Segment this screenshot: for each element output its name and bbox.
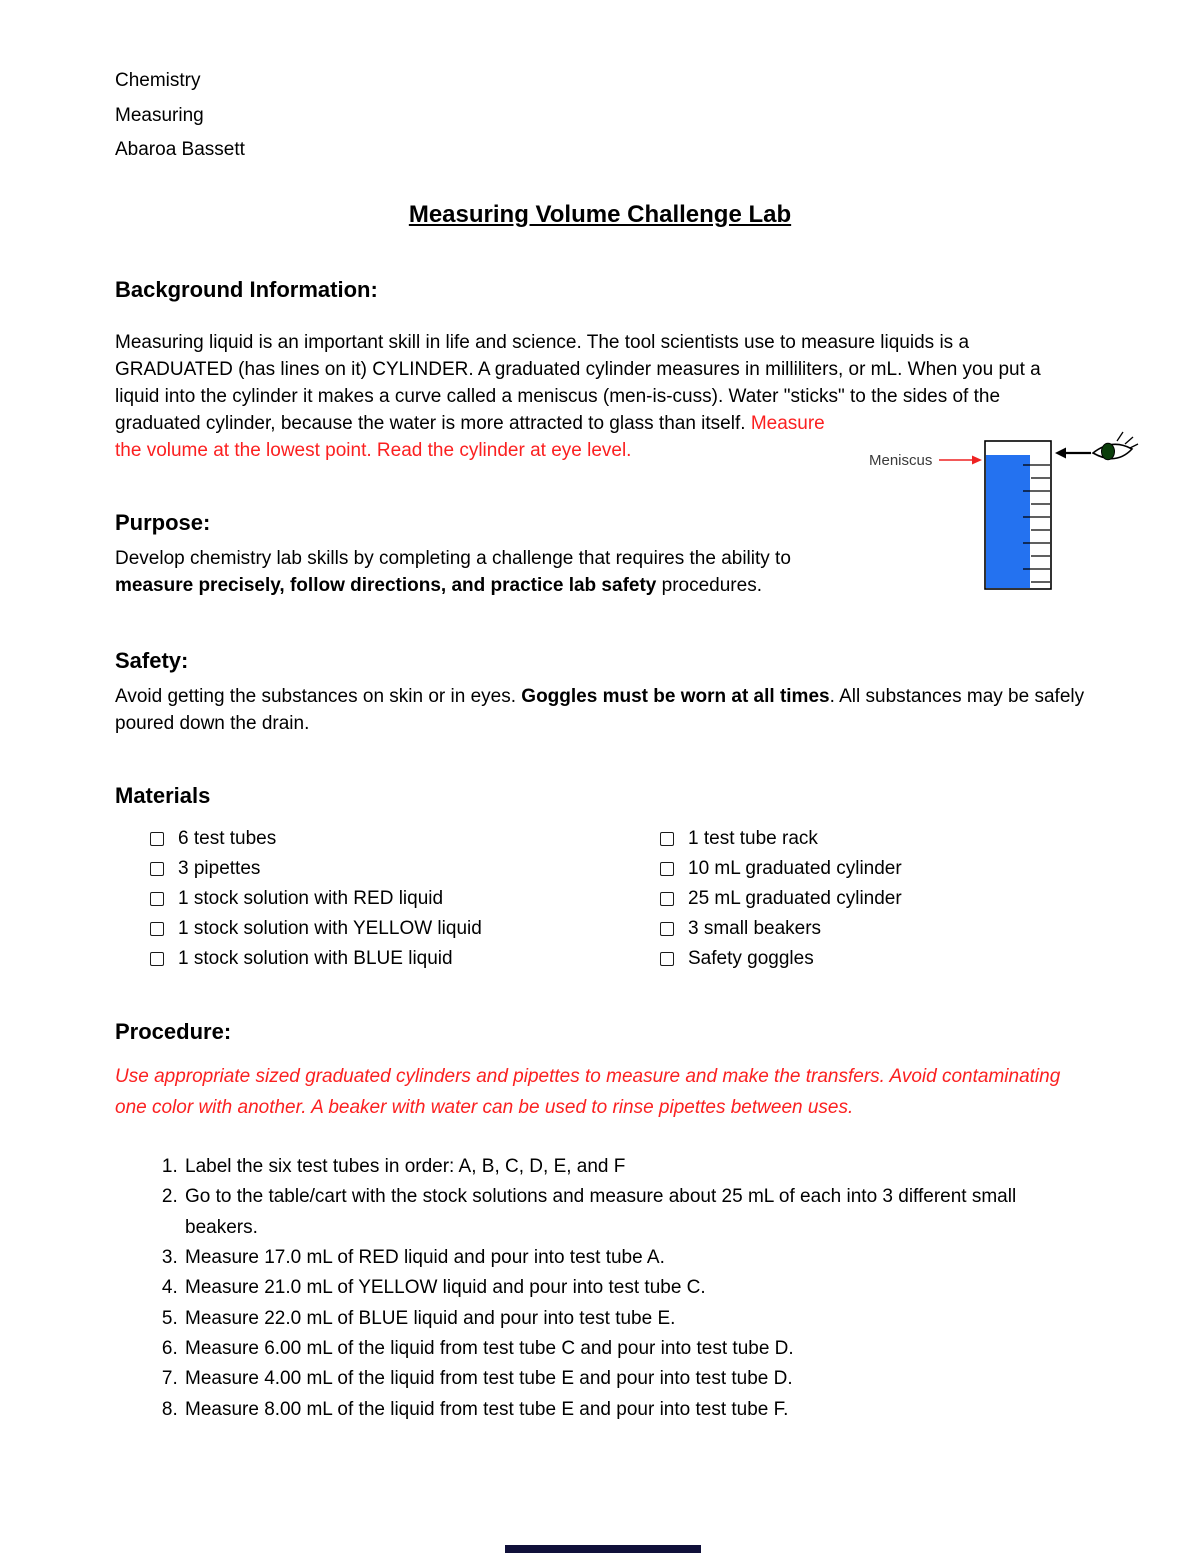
purpose-text-2: procedures.: [656, 574, 762, 596]
background-paragraph: [115, 330, 1085, 470]
background-text-1: Measuring liquid is an important skill in life and science. The tool scientists use to measure liquids is a GRADUATED (has lines on it) CYLINDER. A graduated cylinder measures in milliliters, or mL. When you put a liquid into the cylinder it makes a curve called a meniscus (men-is-cuss). Water "sticks" to the sides of the graduated cylinder,: [115, 332, 1041, 435]
header-course: Chemistry: [115, 70, 201, 91]
checkbox-icon: [660, 862, 674, 876]
safety-heading: Safety:: [115, 648, 189, 674]
material-item: [150, 854, 660, 884]
meniscus-arrowhead-icon: [972, 456, 982, 465]
procedure-step: 4. Measure 21.0 mL of YELLOW liquid and pour into test tube C.: [183, 1273, 1085, 1303]
eye-icon: [1093, 432, 1138, 460]
document-header: [115, 64, 1085, 168]
material-item: [150, 914, 660, 944]
material-item: [150, 944, 660, 974]
material-label: 1 stock solution with RED liquid: [178, 888, 444, 910]
procedure-step: 2. Go to the table/cart with the stock solutions and measure about 25 mL of each into 3 different small beakers.: [183, 1182, 1085, 1243]
checkbox-icon: [150, 922, 164, 936]
procedure-note: Use appropriate sized graduated cylinders and pipettes to measure and make the transfers. Avoid contaminating one color with another. A beaker with water can be used to rinse pipettes between uses.: [115, 1066, 1061, 1119]
background-heading: Background Information:: [115, 276, 378, 302]
meniscus-figure: [867, 417, 1139, 599]
material-label: 6 test tubes: [178, 828, 277, 850]
materials-right-column: [660, 824, 902, 974]
procedure-heading: Procedure:: [115, 1019, 232, 1045]
meniscus-label: Meniscus: [869, 452, 933, 470]
checkbox-icon: [150, 952, 164, 966]
purpose-text-1: Develop chemistry lab skills by completing a challenge that requires the ability to: [115, 547, 791, 569]
background-text-red: Measure the volume at the lowest point. Read the cylinder at eye level.: [115, 413, 825, 462]
background-text-2: because the water is more attracted to glass than itself.: [275, 413, 751, 435]
material-label: 3 small beakers: [688, 918, 822, 940]
checkbox-icon: [660, 832, 674, 846]
procedure-steps: [115, 1152, 1085, 1426]
material-item: [150, 824, 660, 854]
material-item: [150, 884, 660, 914]
procedure-step: 6. Measure 6.00 mL of the liquid from test tube C and pour into test tube D.: [183, 1334, 1085, 1364]
header-author: Abaroa Bassett: [115, 139, 245, 161]
material-item: [660, 884, 902, 914]
purpose-heading: Purpose:: [115, 510, 211, 536]
procedure-step: 1. Label the six test tubes in order: A, B, C, D, E, and F: [183, 1152, 1085, 1182]
material-label: 10 mL graduated cylinder: [688, 858, 902, 880]
safety-text-bold: Goggles must be worn at all times: [521, 685, 830, 707]
materials-heading: Materials: [115, 782, 211, 808]
material-label: 1 test tube rack: [688, 828, 818, 850]
purpose-text-bold: measure precisely, follow directions, and practice lab safety: [115, 574, 657, 596]
checkbox-icon: [150, 892, 164, 906]
safety-text-2: . All substances may be safely poured down the drain.: [115, 685, 1085, 734]
materials-checklist: [115, 824, 1085, 974]
background-and-purpose: [115, 276, 1085, 604]
material-label: 3 pipettes: [178, 858, 261, 880]
eye-level-arrowhead-icon: [1055, 448, 1066, 459]
checkbox-icon: [660, 922, 674, 936]
checkbox-icon: [660, 892, 674, 906]
checkbox-icon: [660, 952, 674, 966]
material-label: 1 stock solution with YELLOW liquid: [178, 918, 482, 940]
material-label: Safety goggles: [688, 948, 814, 970]
material-item: [660, 854, 902, 884]
safety-paragraph: [115, 684, 1085, 738]
checkbox-icon: [150, 832, 164, 846]
procedure-step: 5. Measure 22.0 mL of BLUE liquid and pour into test tube E.: [183, 1304, 1085, 1334]
checkbox-icon: [150, 862, 164, 876]
material-item: [660, 824, 902, 854]
materials-left-column: [115, 824, 660, 974]
page-title: Measuring Volume Challenge Lab: [408, 200, 792, 228]
header-topic: Measuring: [115, 104, 204, 126]
next-page-image-fragment: [505, 1545, 701, 1553]
procedure-step: 3. Measure 17.0 mL of RED liquid and pour into test tube A.: [183, 1243, 1085, 1273]
material-label: 25 mL graduated cylinder: [688, 888, 902, 910]
material-item: [660, 944, 902, 974]
material-item: [660, 914, 902, 944]
graduated-cylinder-illustration: [867, 417, 1139, 599]
cylinder-liquid: [986, 455, 1030, 588]
material-label: 1 stock solution with BLUE liquid: [178, 948, 453, 970]
procedure-step: 8. Measure 8.00 mL of the liquid from test tube E and pour into test tube F.: [183, 1395, 1085, 1425]
procedure-step: 7. Measure 4.00 mL of the liquid from test tube E and pour into test tube D.: [183, 1364, 1085, 1394]
safety-text-1: Avoid getting the substances on skin or in eyes.: [115, 685, 522, 707]
